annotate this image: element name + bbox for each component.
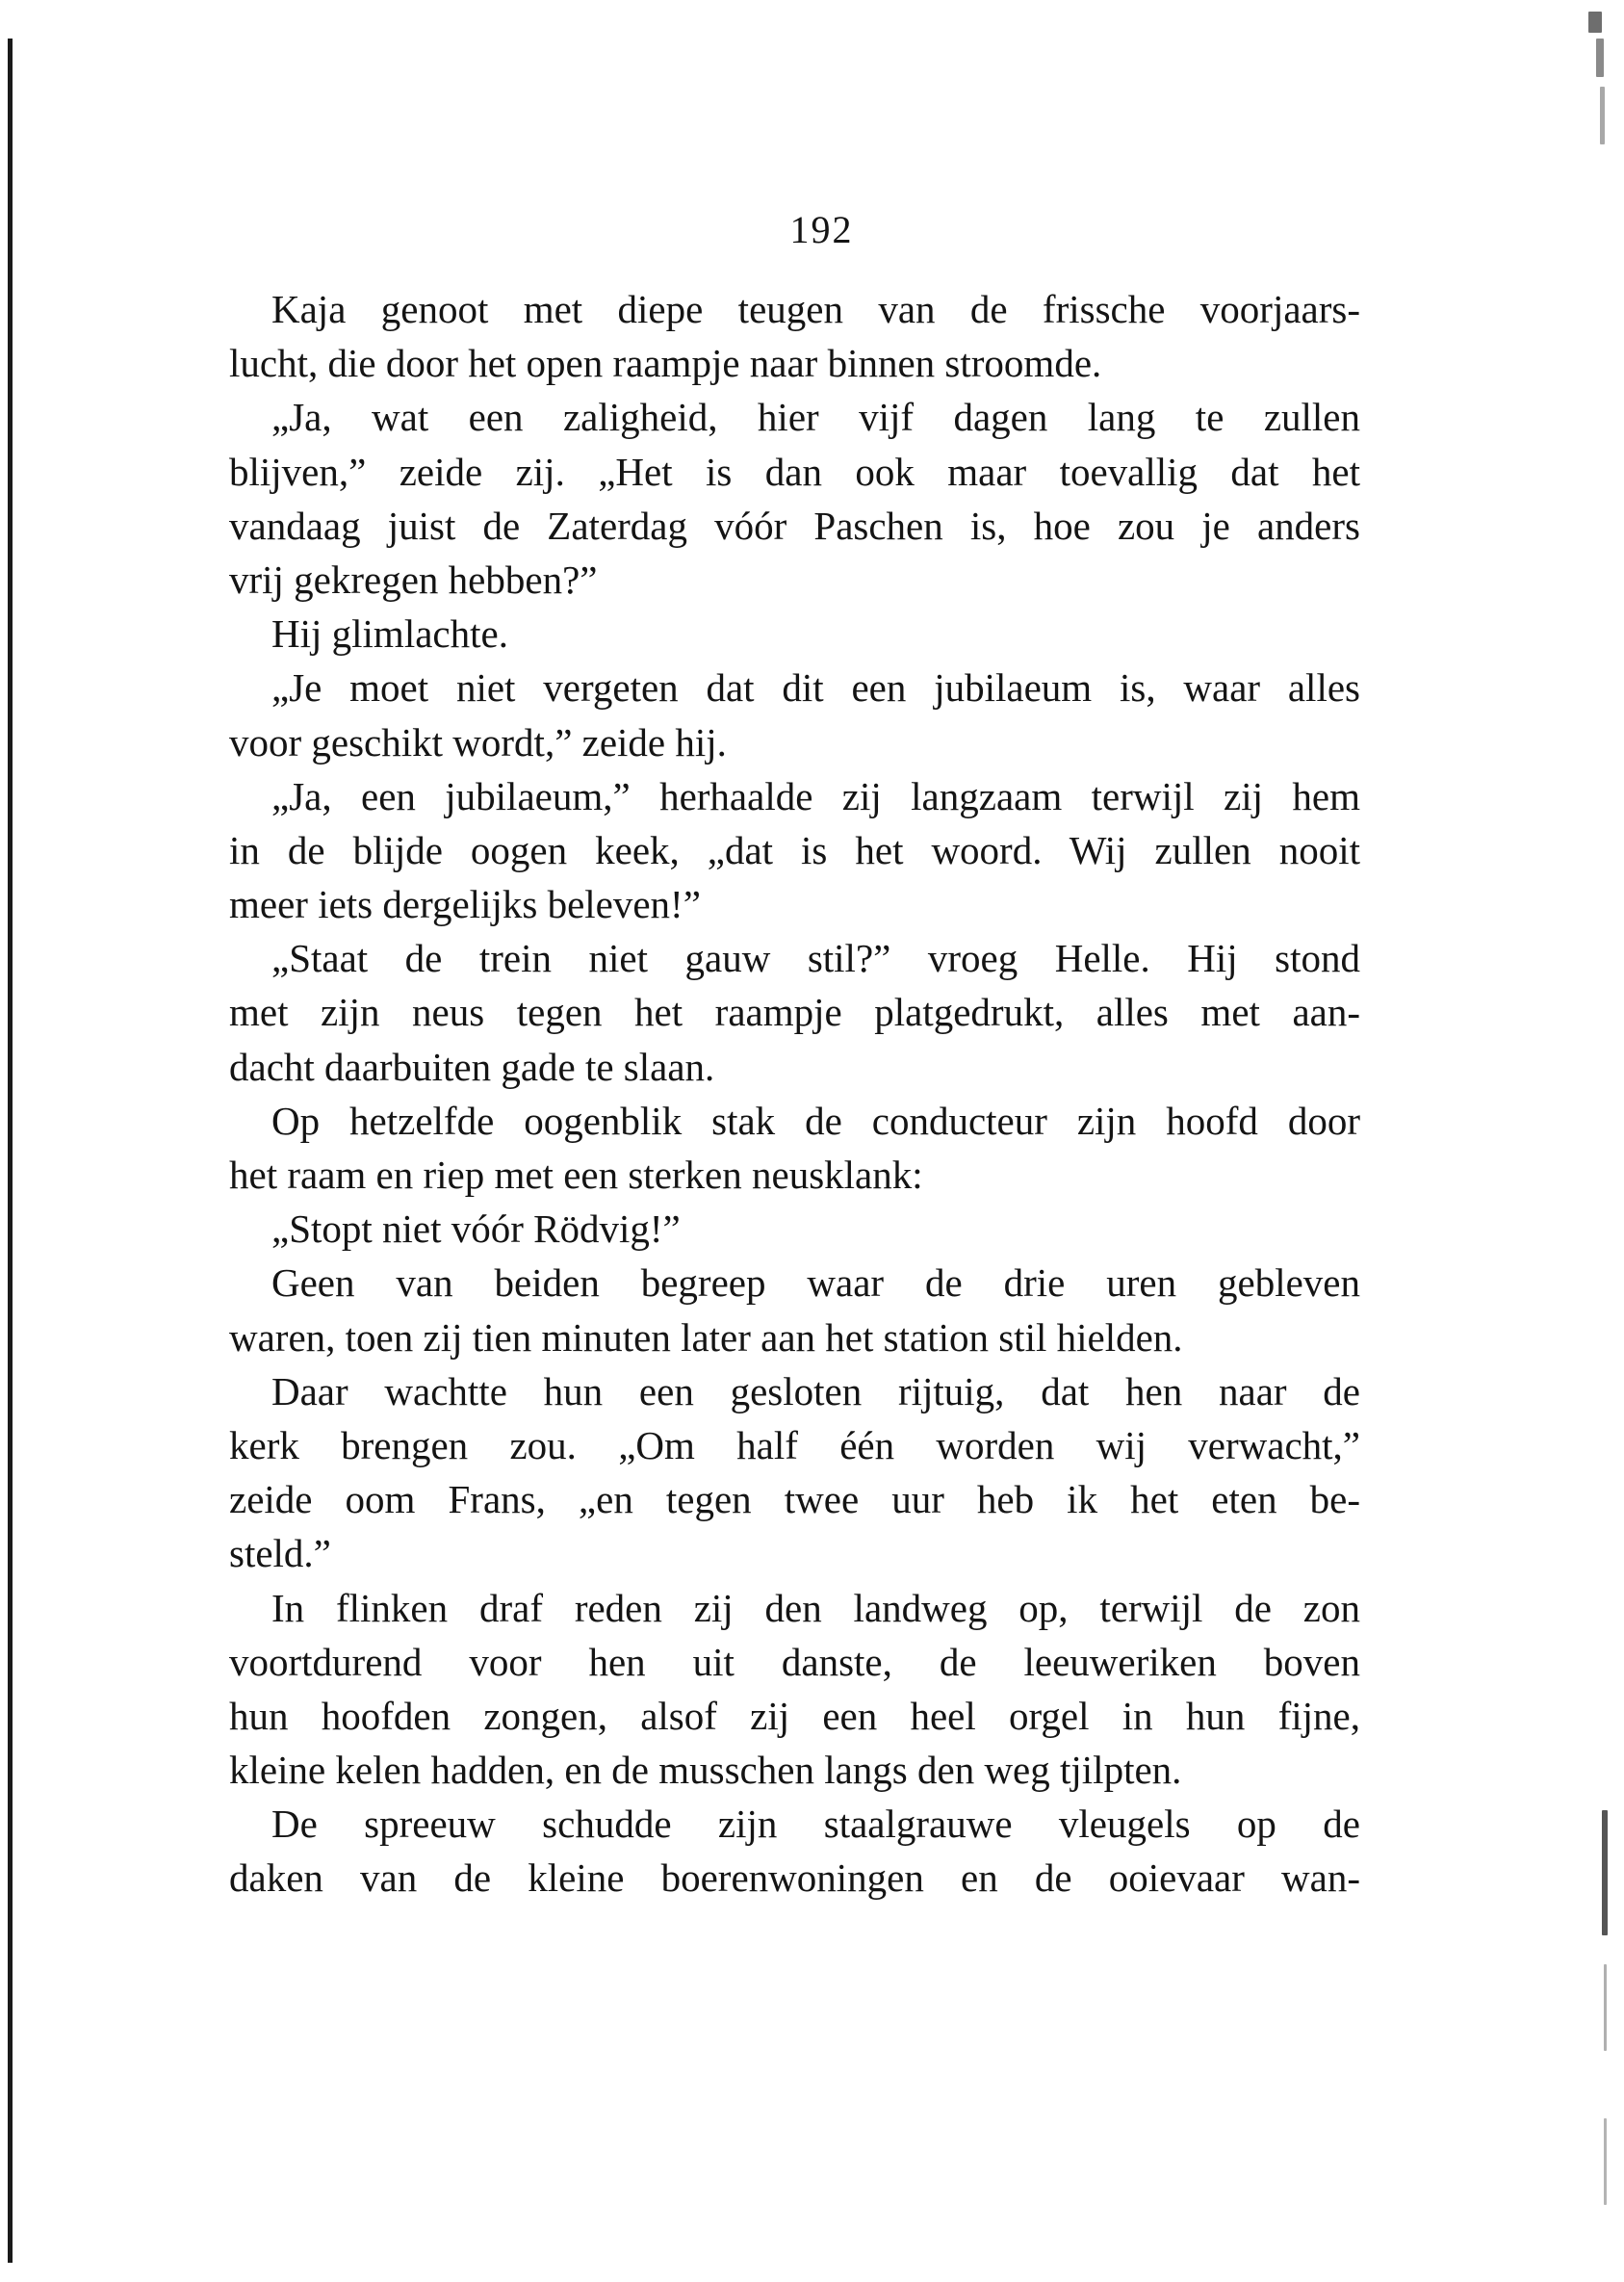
text-line: „Staat de trein niet gauw stil?” vroeg Helle. Hij stond bbox=[271, 936, 1360, 981]
scan-speck bbox=[1596, 39, 1604, 77]
text-line: voortdurend voor hen uit danste, de leeuweriken boven bbox=[229, 1639, 1360, 1684]
scan-speck bbox=[1602, 1810, 1608, 1935]
text-line: Geen van beiden begreep waar de drie uren gebleven bbox=[271, 1260, 1360, 1306]
text-line: In flinken draf reden zij den landweg op, terwijl de zon bbox=[271, 1585, 1360, 1630]
text-line: De spreeuw schudde zijn staalgrauwe vleugels op de bbox=[271, 1802, 1360, 1847]
text-line: „Ja, wat een zaligheid, hier vijf dagen lang te zullen bbox=[271, 395, 1360, 440]
text-line: blijven,” zeide zij. „Het is dan ook maar toevallig dat het bbox=[229, 449, 1360, 494]
text-line: zeide oom Frans, „en tegen twee uur heb ik het eten be- bbox=[229, 1477, 1360, 1522]
text-line: Hij glimlachte. bbox=[271, 611, 508, 657]
text-line: daken van de kleine boerenwoningen en de ooievaar wan- bbox=[229, 1855, 1360, 1901]
text-line: in de blijde oogen keek, „dat is het woord. Wij zullen nooit bbox=[229, 827, 1360, 872]
text-line: Op hetzelfde oogenblik stak de conducteur zijn hoofd door bbox=[271, 1098, 1360, 1143]
text-line: „Je moet niet vergeten dat dit een jubilaeum is, waar alles bbox=[271, 665, 1360, 711]
scan-speck bbox=[1604, 1964, 1607, 2051]
text-line: steld.” bbox=[229, 1531, 331, 1576]
text-line: Kaja genoot met diepe teugen van de frissche voorjaars- bbox=[271, 287, 1360, 331]
text-line: Daar wachtte hun een gesloten rijtuig, dat hen naar de bbox=[271, 1368, 1360, 1413]
text-line: kerk brengen zou. „Om half één worden wij verwacht,” bbox=[229, 1422, 1360, 1467]
text-line: voor geschikt wordt,” zeide hij. bbox=[229, 719, 727, 765]
text-line: vandaag juist de Zaterdag vóór Paschen is, hoe zou je anders bbox=[229, 503, 1360, 548]
scan-speck bbox=[1588, 12, 1602, 33]
text-line: „Ja, een jubilaeum,” herhaalde zij langzaam terwijl zij hem bbox=[271, 773, 1360, 818]
text-line: meer iets dergelijks beleven!” bbox=[229, 882, 701, 927]
text-line: waren, toen zij tien minuten later aan het station stil hielden. bbox=[229, 1314, 1183, 1360]
text-line: dacht daarbuiten gade te slaan. bbox=[229, 1044, 715, 1089]
text-line: met zijn neus tegen het raampje platgedrukt, alles met aan- bbox=[229, 990, 1360, 1035]
body-text bbox=[229, 282, 1360, 1906]
text-line: „Stopt niet vóór Rödvig!” bbox=[271, 1206, 681, 1252]
text-line: lucht, die door het open raampje naar binnen stroomde. bbox=[229, 341, 1102, 386]
scan-speck bbox=[1600, 87, 1605, 144]
scan-speck bbox=[1604, 2118, 1607, 2205]
text-line: het raam en riep met een sterken neusklank: bbox=[229, 1153, 923, 1197]
text-line: kleine kelen hadden, en de musschen langs den weg tjilpten. bbox=[229, 1748, 1182, 1793]
text-line: vrij gekregen hebben?” bbox=[229, 557, 598, 602]
text-line: hun hoofden zongen, alsof zij een heel orgel in hun fijne, bbox=[229, 1693, 1360, 1738]
page-edge-rule bbox=[8, 39, 13, 2263]
page-number: 192 bbox=[789, 208, 854, 251]
